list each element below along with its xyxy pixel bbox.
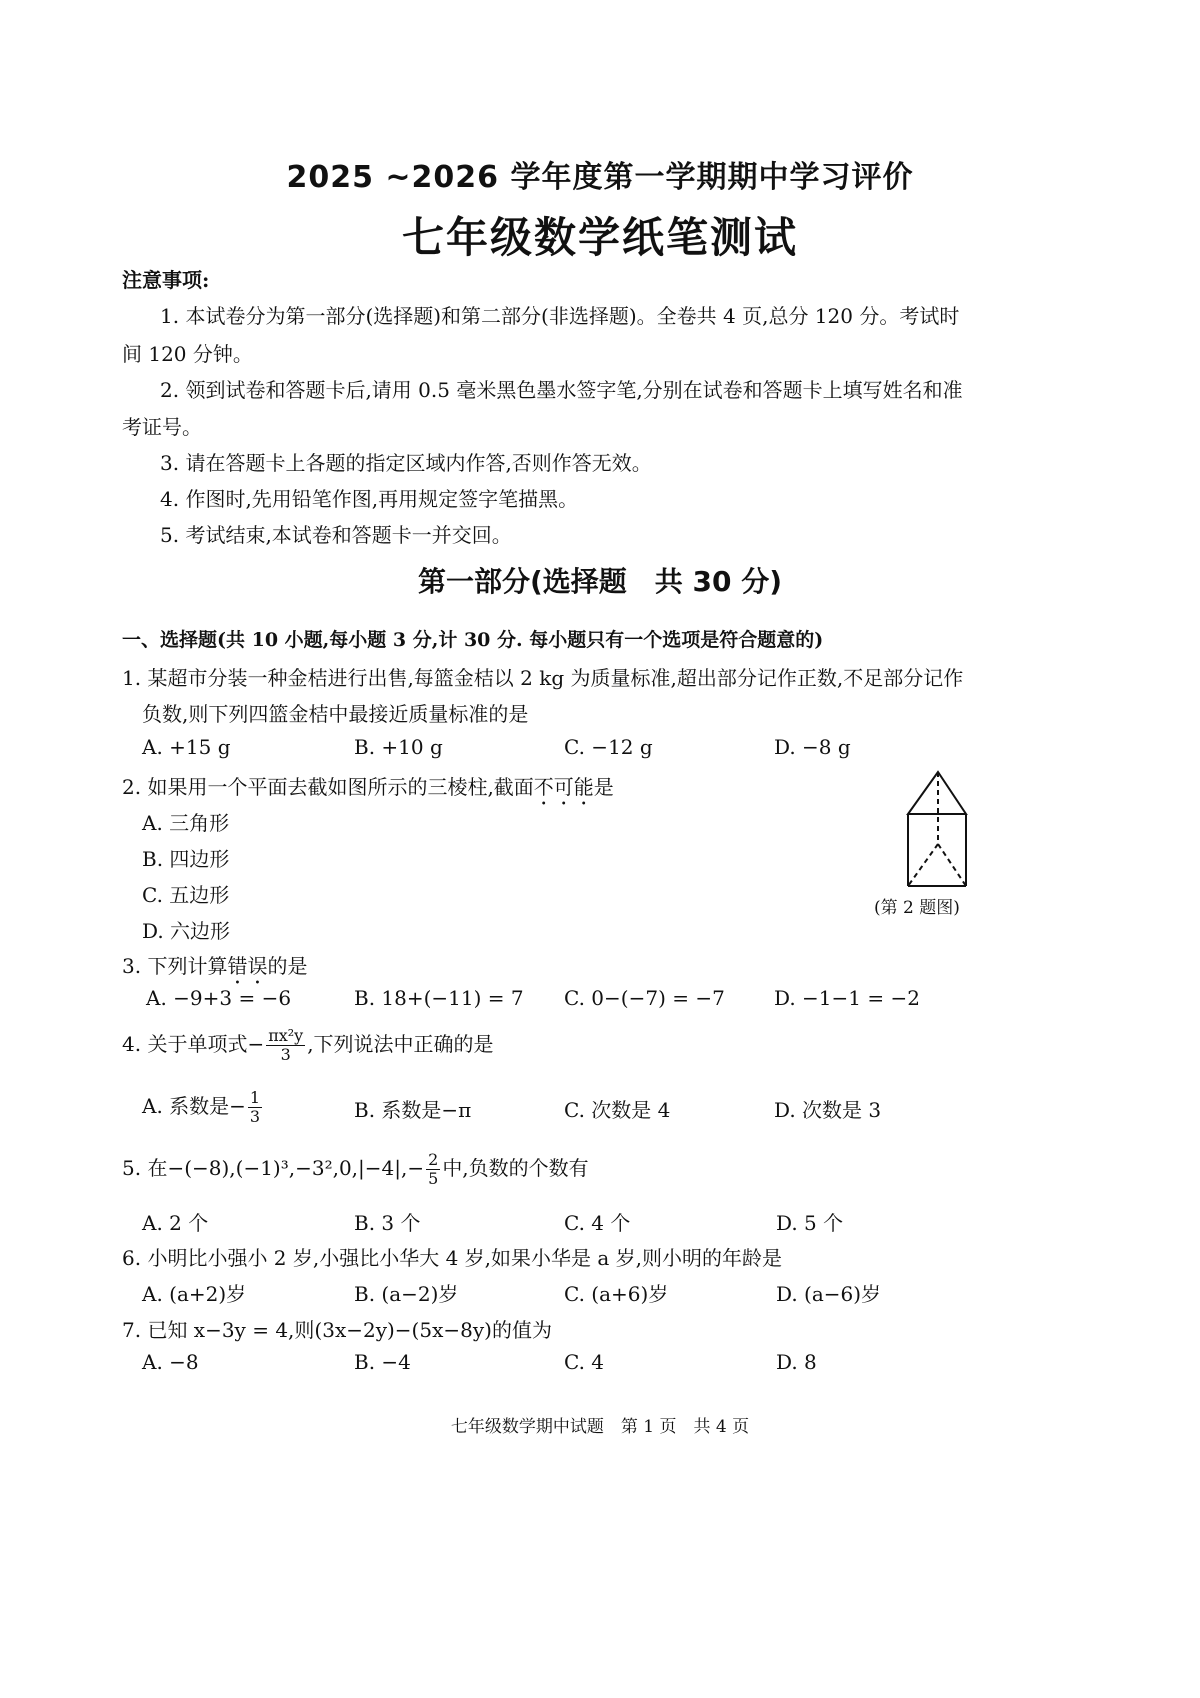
question-4-option-a-numerator: 1 xyxy=(249,1087,261,1107)
question-5-fraction-denominator: 5 xyxy=(428,1169,439,1188)
question-2-stem xyxy=(122,771,614,810)
question-7-option-b: B. −4 xyxy=(354,1350,411,1374)
question-4-option-a-fraction xyxy=(248,1089,262,1127)
section-1-instruction: 一、选择题(共 10 小题,每小题 3 分,计 30 分. 每小题只有一个选项是符合题意的) xyxy=(122,629,824,651)
question-2-figure-caption: (第 2 题图) xyxy=(874,898,960,918)
question-5-option-a: A. 2 个 xyxy=(142,1211,209,1235)
question-1-option-b: B. +10 g xyxy=(354,735,443,759)
question-2-stem-end: 是 xyxy=(593,775,614,799)
question-6-option-b: B. (a−2)岁 xyxy=(354,1282,459,1306)
question-5-option-c: C. 4 个 xyxy=(564,1211,631,1235)
question-2-stem-start: 2. 如果用一个平面去截如图所示的三棱柱,截面 xyxy=(122,775,534,799)
question-5-option-d: D. 5 个 xyxy=(776,1211,844,1235)
exam-subject-title: 七年级数学纸笔测试 xyxy=(401,213,798,262)
question-6-option-a: A. (a+2)岁 xyxy=(142,1282,247,1306)
question-4-option-d: D. 次数是 3 xyxy=(774,1098,882,1122)
question-5-stem-start: 5. 在−(−8),(−1)³,−3²,0,|−4|,− xyxy=(122,1156,425,1180)
question-2-option-b: B. 四边形 xyxy=(142,847,230,871)
question-7-option-d: D. 8 xyxy=(776,1350,817,1374)
question-5-stem xyxy=(122,1146,589,1190)
question-4-option-a-denominator: 3 xyxy=(249,1107,261,1126)
notice-item-5: 5. 考试结束,本试卷和答题卡一并交回。 xyxy=(160,523,512,547)
question-4-fraction-denominator: 3 xyxy=(280,1045,291,1064)
question-1-stem-line-2: 负数,则下列四篮金桔中最接近质量标准的是 xyxy=(142,702,529,726)
notice-item-2-line-2: 考证号。 xyxy=(122,415,202,439)
question-2-option-c: C. 五边形 xyxy=(142,883,230,907)
notice-item-4: 4. 作图时,先用铅笔作图,再用规定签字笔描黑。 xyxy=(160,487,579,511)
question-7-option-c: C. 4 xyxy=(564,1350,605,1374)
question-3-stem-start: 3. 下列计算 xyxy=(122,954,228,978)
question-4-option-a xyxy=(142,1084,264,1128)
question-5-stem-end: 中,负数的个数有 xyxy=(442,1156,589,1180)
question-3-option-d: D. −1−1 = −2 xyxy=(774,986,920,1010)
notice-item-1-line-2: 间 120 分钟。 xyxy=(122,342,253,366)
notice-heading: 注意事项: xyxy=(122,268,210,292)
exam-term-title: 2025 ~2026 学年度第一学期期中学习评价 xyxy=(286,160,914,195)
page-footer: 七年级数学期中试题 第 1 页 共 4 页 xyxy=(450,1417,750,1437)
question-4-stem-end: ,下列说法中正确的是 xyxy=(307,1032,494,1056)
question-6-stem: 6. 小明比小强小 2 岁,小强比小华大 4 岁,如果小华是 a 岁,则小明的年龄是 xyxy=(122,1246,783,1270)
question-4-option-b: B. 系数是−π xyxy=(354,1098,472,1122)
question-6-option-d: D. (a−6)岁 xyxy=(776,1282,882,1306)
question-3-stem-end: 的是 xyxy=(267,954,308,978)
question-5-option-b: B. 3 个 xyxy=(354,1211,421,1235)
question-7-option-a: A. −8 xyxy=(142,1350,199,1374)
question-3-option-c: C. 0−(−7) = −7 xyxy=(564,986,725,1010)
question-3-emphasis: 错误 xyxy=(227,954,268,978)
question-5-fraction xyxy=(426,1151,440,1189)
question-1-option-d: D. −8 g xyxy=(774,735,851,759)
question-4-option-a-text: A. 系数是− xyxy=(142,1094,246,1118)
question-2-option-a: A. 三角形 xyxy=(142,811,230,835)
question-4-stem xyxy=(122,1022,494,1066)
question-3-stem xyxy=(122,950,307,989)
section-1-title: 第一部分(选择题 共 30 分) xyxy=(417,565,783,598)
question-4-fraction-numerator: πx²y xyxy=(268,1025,304,1045)
notice-item-2-line-1: 2. 领到试卷和答题卡后,请用 0.5 毫米黑色墨水签字笔,分别在试卷和答题卡上填写姓名和准 xyxy=(160,378,963,402)
question-7-stem: 7. 已知 x−3y = 4,则(3x−2y)−(5x−8y)的值为 xyxy=(122,1318,552,1342)
question-5-fraction-numerator: 2 xyxy=(428,1149,439,1169)
question-6-option-c: C. (a+6)岁 xyxy=(564,1282,669,1306)
notice-item-1-line-1: 1. 本试卷分为第一部分(选择题)和第二部分(非选择题)。全卷共 4 页,总分 120 分。考试时 xyxy=(160,304,960,328)
question-2-option-d: D. 六边形 xyxy=(142,919,231,943)
question-4-stem-start: 4. 关于单项式− xyxy=(122,1032,265,1056)
question-1-option-a: A. +15 g xyxy=(142,735,231,759)
question-3-option-a: A. −9+3 = −6 xyxy=(146,986,292,1010)
question-1-option-c: C. −12 g xyxy=(564,735,653,759)
notice-item-3: 3. 请在答题卡上各题的指定区域内作答,否则作答无效。 xyxy=(160,451,652,475)
question-4-option-c: C. 次数是 4 xyxy=(564,1098,671,1122)
question-2-emphasis: 不可能 xyxy=(533,775,594,799)
question-4-monomial-fraction xyxy=(266,1027,305,1065)
question-3-option-b: B. 18+(−11) = 7 xyxy=(354,986,524,1010)
question-1-stem-line-1: 1. 某超市分装一种金桔进行出售,每篮金桔以 2 kg 为质量标准,超出部分记作正数,不足部分记作 xyxy=(122,666,964,690)
triangular-prism-figure xyxy=(898,764,978,894)
